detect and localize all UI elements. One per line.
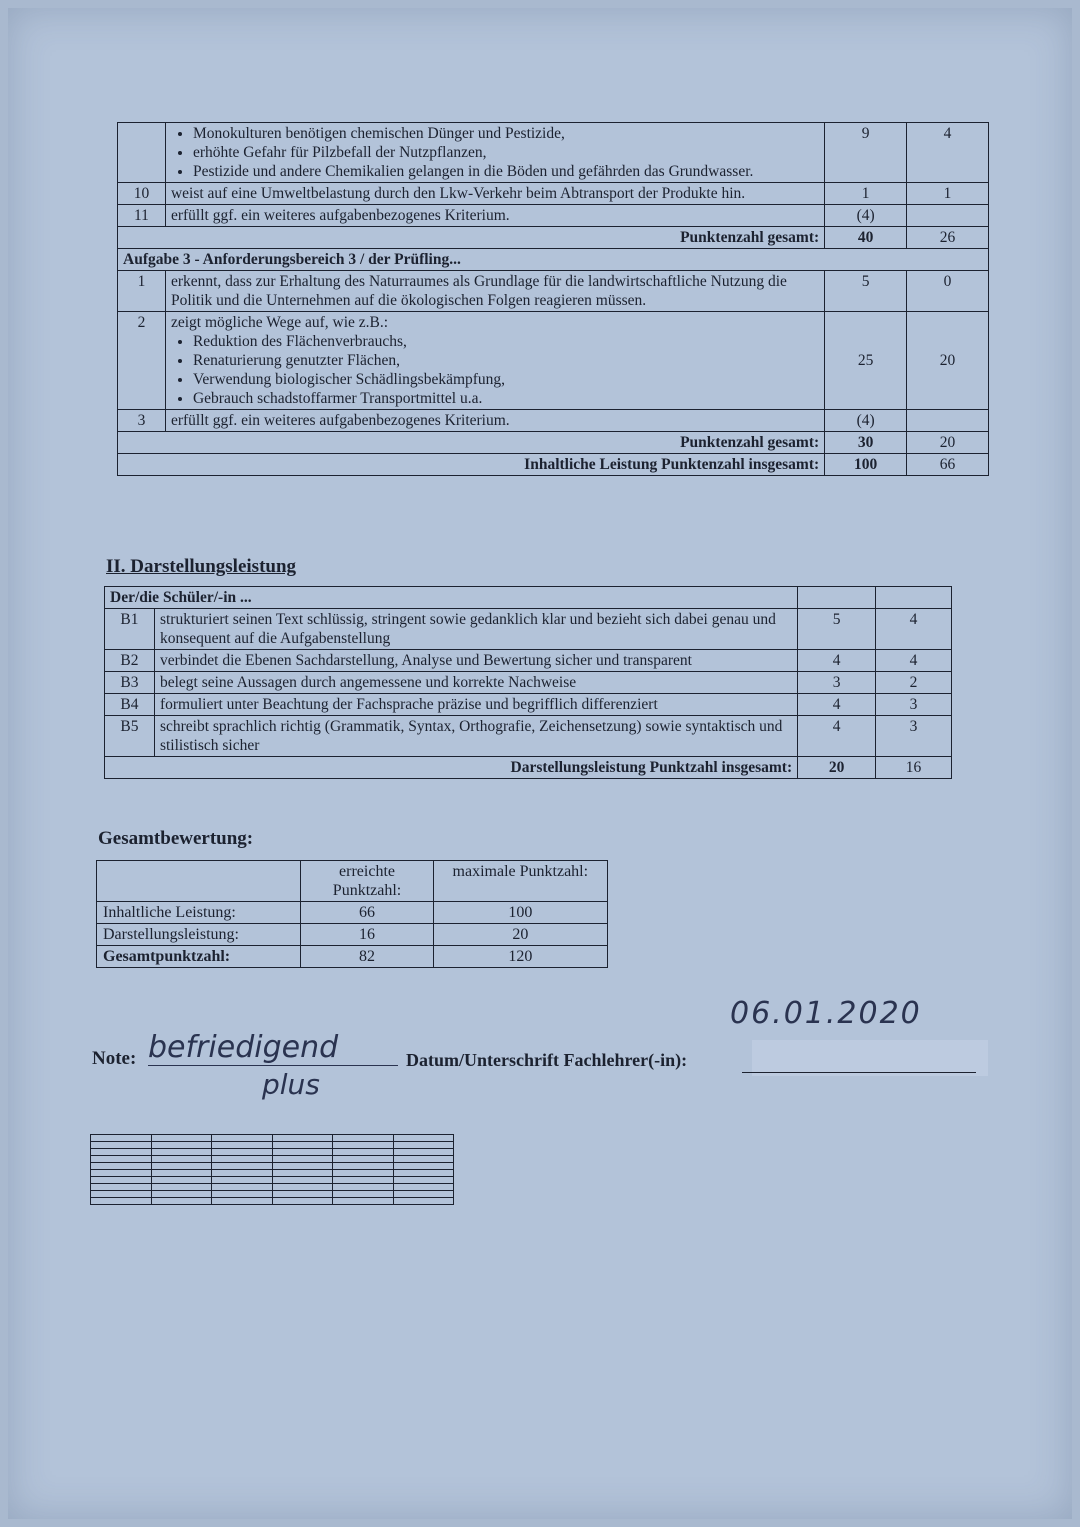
- table-row: [105, 609, 952, 650]
- table-row: [105, 694, 952, 716]
- reached-points: 4: [876, 650, 952, 672]
- row-number: 10: [118, 183, 166, 205]
- reached-points: 3: [876, 716, 952, 757]
- list-item: • Pestizide und andere Chemikalien gelangen in die Böden und gefährden das Grundwasser.: [193, 162, 819, 181]
- max-points: 100: [433, 902, 607, 924]
- subtotal-max: 40: [825, 227, 907, 249]
- list-item: • Monokulturen benötigen chemischen Dünger und Pestizide,: [193, 124, 819, 143]
- reached-points: 20: [907, 312, 989, 410]
- criterion-text: weist auf eine Umweltbelastung durch den Lkw-Verkehr beim Abtransport der Produkte hin.: [165, 183, 824, 205]
- subtotal-reached: 20: [907, 432, 989, 454]
- list-item: • Renaturierung genutzter Flächen,: [193, 351, 819, 370]
- table-row: [97, 902, 608, 924]
- redacted-signature: [752, 1040, 988, 1076]
- row-number: B5: [105, 716, 155, 757]
- reached-points: [907, 205, 989, 227]
- max-points: 5: [825, 271, 907, 312]
- handwritten-date: 06.01.2020: [730, 996, 922, 1031]
- row-number: B2: [105, 650, 155, 672]
- handwritten-grade-suffix: plus: [262, 1068, 320, 1101]
- criterion-text: zeigt mögliche Wege auf, wie z.B.:: [170, 314, 389, 331]
- list-item: • Verwendung biologischer Schädlingsbekämpfung,: [193, 370, 819, 389]
- note-label: Note:: [92, 1048, 137, 1069]
- table-row: [97, 946, 608, 968]
- table-row: [118, 312, 989, 410]
- reached-points: 2: [876, 672, 952, 694]
- list-item: • Reduktion des Flächenverbrauchs,: [193, 332, 819, 351]
- max-points: (4): [825, 410, 907, 432]
- row-label: Darstellungsleistung:: [97, 924, 301, 946]
- subtotal-label: Darstellungsleistung Punktzahl insgesamt:: [105, 757, 798, 779]
- row-number: B3: [105, 672, 155, 694]
- grade-scale-table: [90, 1134, 454, 1205]
- row-label: Inhaltliche Leistung:: [97, 902, 301, 924]
- section-heading: Gesamtbewertung:: [98, 828, 254, 849]
- date-signature-label: Datum/Unterschrift Fachlehrer(-in):: [406, 1050, 688, 1070]
- table-row: [118, 410, 989, 432]
- criterion-text: belegt seine Aussagen durch angemessene und korrekte Nachweise: [154, 672, 797, 694]
- table-row: [105, 650, 952, 672]
- subtotal-row: [105, 757, 952, 779]
- max-points: (4): [825, 205, 907, 227]
- subtotal-reached: 16: [876, 757, 952, 779]
- subtotal-label: Punktenzahl gesamt:: [118, 227, 825, 249]
- grand-total-row: [118, 454, 989, 476]
- table-row: [118, 123, 989, 183]
- criterion-text: erkennt, dass zur Erhaltung des Naturraumes als Grundlage für die landwirtschaftliche Nutzung die Politik und die Unternehmen auf die ökologischen Folgen reagieren müssen.: [165, 271, 824, 312]
- gesamtbewertung-table: [96, 860, 608, 968]
- row-number: B1: [105, 609, 155, 650]
- row-number: 11: [118, 205, 166, 227]
- grand-total-max: 100: [825, 454, 907, 476]
- subtotal-max: 30: [825, 432, 907, 454]
- max-points: 25: [825, 312, 907, 410]
- max-points: 4: [798, 650, 876, 672]
- reached-points: 16: [301, 924, 433, 946]
- row-label: Gesamtpunktzahl:: [97, 946, 301, 968]
- max-points: 1: [825, 183, 907, 205]
- max-points: 9: [825, 123, 907, 183]
- section-heading: II. Darstellungsleistung: [106, 556, 297, 577]
- list-item: • erhöhte Gefahr für Pilzbefall der Nutzpflanzen,: [193, 143, 819, 162]
- max-points: 5: [798, 609, 876, 650]
- column-header-max: maximale Punktzahl:: [433, 861, 607, 902]
- grand-total-label: Inhaltliche Leistung Punktenzahl insgesamt:: [118, 454, 825, 476]
- table-row: [118, 271, 989, 312]
- reached-points: 1: [907, 183, 989, 205]
- subtotal-max: 20: [798, 757, 876, 779]
- table-row: [97, 924, 608, 946]
- reached-points: 0: [907, 271, 989, 312]
- max-points: 20: [433, 924, 607, 946]
- section-title-row: [118, 249, 989, 271]
- table-row: [105, 716, 952, 757]
- max-points: 4: [798, 694, 876, 716]
- reached-points: [907, 410, 989, 432]
- reached-points: 66: [301, 902, 433, 924]
- criterion-text: strukturiert seinen Text schlüssig, stringent sowie gedanklich klar und bezieht sich dabei genau und konsequent auf die Aufgabenstellung: [154, 609, 797, 650]
- criterion-text: formuliert unter Beachtung der Fachsprache präzise und begrifflich differenziert: [154, 694, 797, 716]
- criterion-text: erfüllt ggf. ein weiteres aufgabenbezogenes Kriterium.: [165, 410, 824, 432]
- max-points: 120: [433, 946, 607, 968]
- row-number: B4: [105, 694, 155, 716]
- table-row: [118, 183, 989, 205]
- section-title: Aufgabe 3 - Anforderungsbereich 3 / der Prüfling...: [118, 249, 989, 271]
- subtotal-row: [118, 227, 989, 249]
- subtotal-row: [118, 432, 989, 454]
- criterion-text: verbindet die Ebenen Sachdarstellung, Analyse und Bewertung sicher und transparent: [154, 650, 797, 672]
- handwritten-grade: befriedigend: [148, 1030, 398, 1066]
- list-item: • Gebrauch schadstoffarmer Transportmittel u.a.: [193, 389, 819, 408]
- criterion-text: erfüllt ggf. ein weiteres aufgabenbezogenes Kriterium.: [165, 205, 824, 227]
- row-number: 3: [118, 410, 166, 432]
- signature-line: [742, 1072, 976, 1073]
- table-row: [118, 205, 989, 227]
- max-points: 4: [798, 716, 876, 757]
- subheading: Der/die Schüler/-in ...: [105, 587, 798, 609]
- column-header-reached: erreichte Punktzahl:: [301, 861, 433, 902]
- reached-points: 3: [876, 694, 952, 716]
- reached-points: 82: [301, 946, 433, 968]
- max-points: 3: [798, 672, 876, 694]
- row-number: 1: [118, 271, 166, 312]
- subheading-row: [105, 587, 952, 609]
- table-row: [105, 672, 952, 694]
- reached-points: 4: [876, 609, 952, 650]
- criterion-text: schreibt sprachlich richtig (Grammatik, Syntax, Orthografie, Zeichensetzung) sowie syntaktisch und stilistisch sicher: [154, 716, 797, 757]
- grand-total-reached: 66: [907, 454, 989, 476]
- darstellung-table: [104, 586, 952, 779]
- subtotal-label: Punktenzahl gesamt:: [118, 432, 825, 454]
- subtotal-reached: 26: [907, 227, 989, 249]
- reached-points: 4: [907, 123, 989, 183]
- header-row: [97, 861, 608, 902]
- content-table-aufgabe-3: [117, 122, 989, 476]
- row-number: 2: [118, 312, 166, 410]
